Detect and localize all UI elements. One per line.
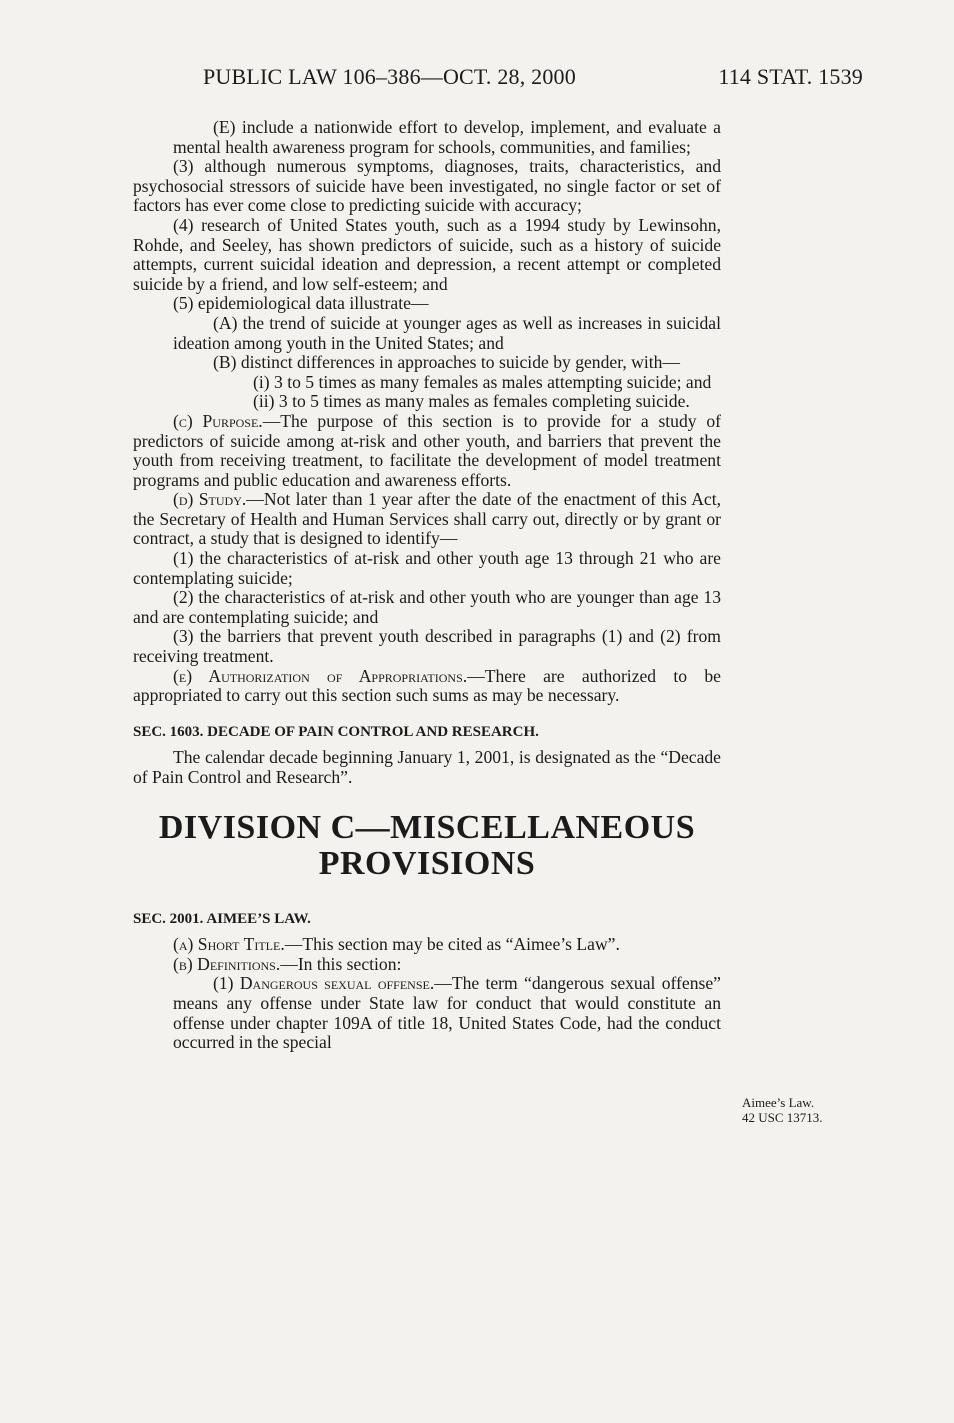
paragraph-5A: (A) the trend of suicide at younger ages as well as increases in suicidal ideation among youth in the United States; and [173,312,721,353]
section-2001-a-text: —This section may be cited as “Aimee’s Law”. [284,934,620,955]
section-2001-b-label: (b) Definitions. [173,953,281,974]
section-2001-b1-label: (1) Dangerous sexual offense. [213,973,435,994]
section-2001-b1 [133,974,721,1052]
paragraph-4: (4) research of United States youth, such as a 1994 study by Lewinsohn, Rohde, and Seeley, has shown predictors of suicide, such as a history of suicide attempts, current suicidal ideation and depression, a recent attempt or completed suicide by a friend, and low self-esteem; and [133,214,721,294]
section-2001-b [133,955,721,975]
division-title-line2: PROVISIONS [318,844,536,882]
subsection-d-label: (d) Study. [173,489,247,510]
paragraph-d3: (3) the barriers that prevent youth described in paragraphs (1) and (2) from receiving treatment. [133,626,721,667]
section-1603-heading: SEC. 1603. DECADE OF PAIN CONTROL AND RESEARCH. [133,723,539,740]
section-2001-b-text: —In this section: [280,953,402,974]
section-1603-text: The calendar decade beginning January 1, 2001, is designated as the “Decade of Pain Control and Research”. [133,747,721,787]
section-2001-heading: SEC. 2001. AIMEE’S LAW. [133,910,311,927]
subsection-c [133,412,721,490]
subsection-c-label: (c) Purpose. [173,410,263,431]
paragraph-d1: (1) the characteristics of at-risk and other youth age 13 through 21 who are contemplating suicide; [133,548,721,588]
header-citation: PUBLIC LAW 106–386—OCT. 28, 2000 [203,64,576,89]
paragraph-3: (3) although numerous symptoms, diagnoses, traits, characteristics, and psychosocial stressors of suicide have been investigated, no single factor or set of factors has ever come close to predicting suicide with accuracy; [133,156,721,216]
paragraph-E: (E) include a nationwide effort to develop, implement, and evaluate a mental health awareness program for schools, communities, and families; [173,117,721,157]
subsection-d-text: —Not later than 1 year after the date of the enactment of this Act, the Secretary of Health and Human Services shall carry out, directly or by grant or contract, a study that is designed to identify— [133,489,721,549]
body-text [133,118,721,1053]
section-2001-a [133,935,721,955]
margin-note [742,1095,892,1125]
page-header [203,64,863,90]
clause-i: (i) 3 to 5 times as many females as males attempting suicide; and [253,371,712,392]
margin-note-title: Aimee’s Law. [742,1095,815,1110]
header-stat-page: 114 STAT. 1539 [718,64,863,89]
subsection-e-text: —There are authorized to be appropriated to carry out this section such sums as may be necessary. [133,665,721,706]
subsection-e [133,667,721,706]
paragraph-5: (5) epidemiological data illustrate— [173,293,429,314]
section-2001-b1-text: —The term “dangerous sexual offense” means any offense under State law for conduct that would constitute an offense under chapter 109A of title 18, United States Code, had the conduct occurred in the special [173,973,721,1053]
section-2001-a-label: (a) Short Title. [173,934,285,955]
clause-ii: (ii) 3 to 5 times as many males as females completing suicide. [253,391,690,412]
subsection-c-text: —The purpose of this section is to provide for a study of predictors of suicide among at-risk and other youth, and barriers that prevent the youth from receiving treatment, to facilitate the development of model treatment programs and public education and awareness efforts. [133,410,721,490]
paragraph-5B: (B) distinct differences in approaches to suicide by gender, with— [213,352,681,373]
division-c-title [133,810,721,882]
margin-note-citation: 42 USC 13713. [742,1110,823,1125]
subsection-e-label: (e) Authorization of Appropriations. [173,665,468,686]
paragraph-d2: (2) the characteristics of at-risk and other youth who are younger than age 13 and are contemplating suicide; and [133,587,721,627]
division-title-line1: DIVISION C—MISCELLANEOUS [158,808,696,846]
subsection-d [133,490,721,549]
